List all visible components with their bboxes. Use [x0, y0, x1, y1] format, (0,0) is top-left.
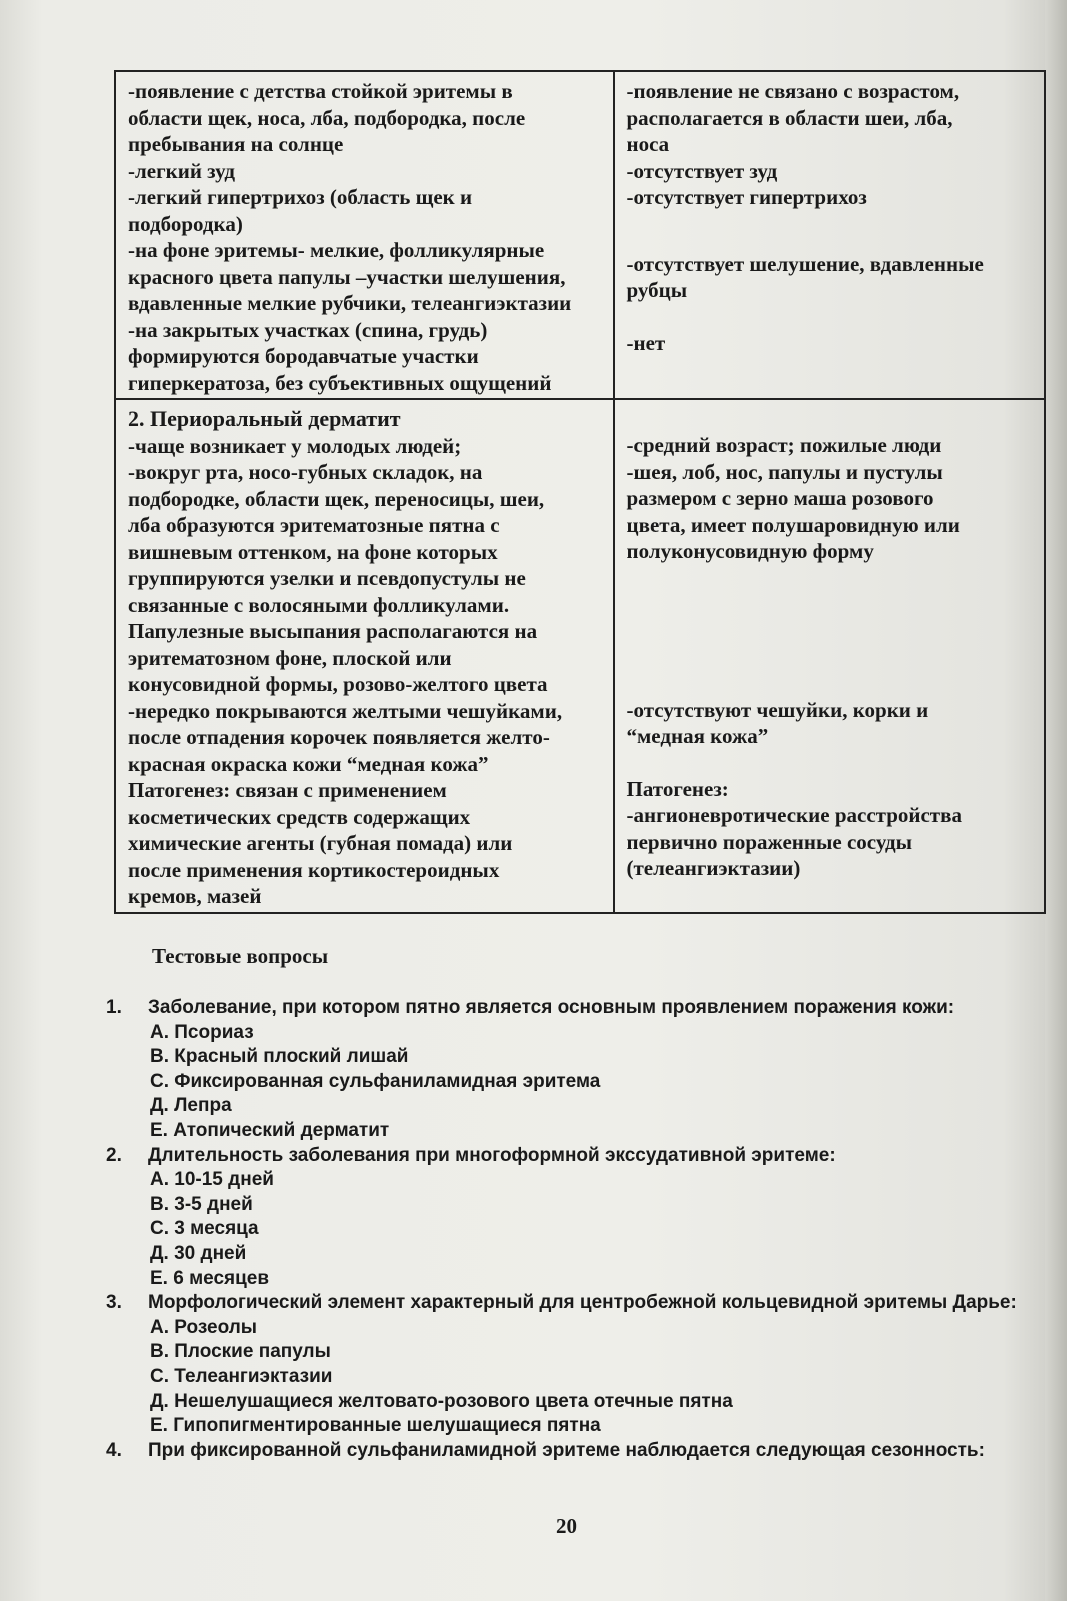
table-line: гиперкератоза, без субъективных ощущений	[128, 370, 552, 395]
table-line: полуконусовидную форму	[626, 539, 874, 563]
table-line: “медная кожа”	[626, 724, 769, 748]
comparison-table	[114, 70, 1046, 914]
table-line: Патогенез: связан с применением	[128, 778, 447, 802]
table-line: эритематозном фоне, плоской или	[128, 645, 452, 670]
table-cell-left	[115, 71, 614, 399]
table-line: -чаще возникает у молодых людей;	[128, 433, 462, 458]
table-line: Патогенез:	[626, 776, 729, 801]
table-line: -ангионевротические расстройства	[626, 803, 962, 827]
table-line: цвета, имеет полушаровидную или	[626, 512, 960, 537]
table-line: пребывания на солнце	[128, 132, 344, 156]
answer-option: В. 3-5 дней	[150, 1193, 253, 1215]
question-item	[106, 1291, 1036, 1439]
table-line: -легкий зуд	[128, 158, 235, 183]
answer-option: С. Фиксированная сульфаниламидная эритема	[150, 1070, 601, 1092]
table-line: -появление не связано с возрастом,	[626, 79, 960, 103]
table-line: -на фоне эритемы- мелкие, фолликулярные	[128, 238, 545, 262]
answer-option: Д. 30 дней	[150, 1242, 247, 1264]
table-line: красного цвета папулы –участки шелушения,	[128, 264, 566, 289]
table-line: подбородка)	[128, 211, 243, 236]
section-heading: Тестовые вопросы	[152, 944, 329, 968]
question-text: Длительность заболевания при многоформной экссудативной эритеме:	[148, 1144, 836, 1166]
answer-option: Д. Лепра	[150, 1095, 232, 1117]
table-line: -шея, лоб, нос, папулы и пустулы	[626, 459, 943, 484]
table-line: -средний возраст; пожилые люди	[626, 433, 942, 457]
table-cell-right	[614, 399, 1046, 913]
table-line: размером с зерно маша розового	[626, 486, 934, 510]
table-line: после отпадения корочек появляется желто-	[128, 725, 550, 749]
table-line: связанные с волосяными фолликулами.	[128, 592, 510, 617]
table-line: -отсутствуют чешуйки, корки и	[626, 697, 929, 722]
table-cell-left	[115, 399, 614, 913]
table-line: вишневым оттенком, на фоне которых	[128, 539, 498, 564]
table-line: подбородке, области щек, переносицы, шеи,	[128, 486, 545, 511]
table-row	[115, 399, 1045, 913]
table-line: косметических средств содержащих	[128, 804, 471, 829]
table-line: -отсутствует шелушение, вдавленные	[626, 251, 984, 276]
question-text: Морфологический элемент характерный для центробежной кольцевидной эритемы Дарье:	[148, 1292, 1017, 1314]
question-text: Заболевание, при котором пятно является основным проявлением поражения кожи:	[148, 997, 955, 1018]
question-text: При фиксированной сульфаниламидной эритеме наблюдается следующая сезонность:	[148, 1439, 985, 1461]
question-number: 2.	[106, 1144, 122, 1166]
table-line: химические агенты (губная помада) или	[128, 831, 513, 855]
page-edge	[1045, 0, 1067, 1601]
answer-option: Е. Атопический дерматит	[150, 1119, 390, 1141]
table-line: (телеангиэктазии)	[626, 856, 801, 880]
table-line: вдавленные мелкие рубчики, телеангиэктазии	[128, 291, 572, 315]
table-line: -появление с детства стойкой эритемы в	[128, 79, 513, 103]
table-row	[115, 71, 1045, 399]
table-line: формируются бородавчатые участки	[128, 344, 479, 368]
table-line: носа	[626, 132, 670, 156]
question-number: 3.	[106, 1292, 122, 1314]
question	[106, 1144, 1036, 1169]
answer-option: В. Красный плоский лишай	[150, 1046, 409, 1068]
answer-option: Е. 6 месяцев	[150, 1267, 270, 1289]
table-line: -вокруг рта, носо-губных складок, на	[128, 460, 483, 484]
row-title: 2. Периоральный дерматит	[128, 406, 401, 431]
page-number: 20	[556, 1514, 577, 1538]
table-line: -отсутствует зуд	[626, 158, 778, 183]
question	[106, 1291, 1036, 1316]
answer-option: А. 10-15 дней	[150, 1169, 274, 1191]
question-list	[106, 996, 1036, 1463]
table-line: располагается в области шеи, лба,	[626, 105, 953, 130]
table-line: области щек, носа, лба, подбородка, после	[128, 105, 526, 130]
table-cell-right	[614, 71, 1046, 399]
table-line: конусовидной формы, розово-желтого цвета	[128, 672, 548, 696]
table-line: -нет	[626, 330, 666, 355]
question	[106, 1439, 1036, 1464]
question-item	[106, 996, 1036, 1144]
table-line: красная окраска кожи “медная кожа”	[128, 751, 489, 776]
answer-option: А. Розеолы	[150, 1316, 258, 1338]
answer-option: Д. Нешелушащиеся желтовато-розового цвета отечные пятна	[150, 1390, 733, 1412]
question-number: 1.	[106, 997, 122, 1018]
answer-option: В. Плоские папулы	[150, 1341, 331, 1363]
table-line: -на закрытых участках (спина, грудь)	[128, 317, 488, 342]
table-line: первично пораженные сосуды	[626, 829, 913, 854]
answer-option: А. Псориаз	[150, 1021, 254, 1043]
table-line: группируются узелки и псевдопустулы не	[128, 566, 526, 590]
table-line: -легкий гипертрихоз (область щек и	[128, 185, 473, 209]
answer-option: Е. Гипопигментированные шелушащиеся пятна	[150, 1415, 601, 1437]
table-line: лба образуются эритематозные пятна с	[128, 513, 500, 537]
answer-option: С. Телеангиэктазии	[150, 1365, 333, 1387]
answer-option: С. 3 месяца	[150, 1218, 259, 1240]
question-item	[106, 1144, 1036, 1292]
question-number: 4.	[106, 1439, 122, 1461]
table-line: после применения кортикостероидных	[128, 857, 500, 882]
table-line: кремов, мазей	[128, 884, 262, 908]
table-line: -нередко покрываются желтыми чешуйками,	[128, 698, 563, 723]
question	[106, 996, 1036, 1021]
table-line: рубцы	[626, 278, 688, 302]
table-line: Папулезные высыпания располагаются на	[128, 619, 538, 643]
question-item	[106, 1439, 1036, 1464]
table-line: -отсутствует гипертрихоз	[626, 185, 867, 209]
